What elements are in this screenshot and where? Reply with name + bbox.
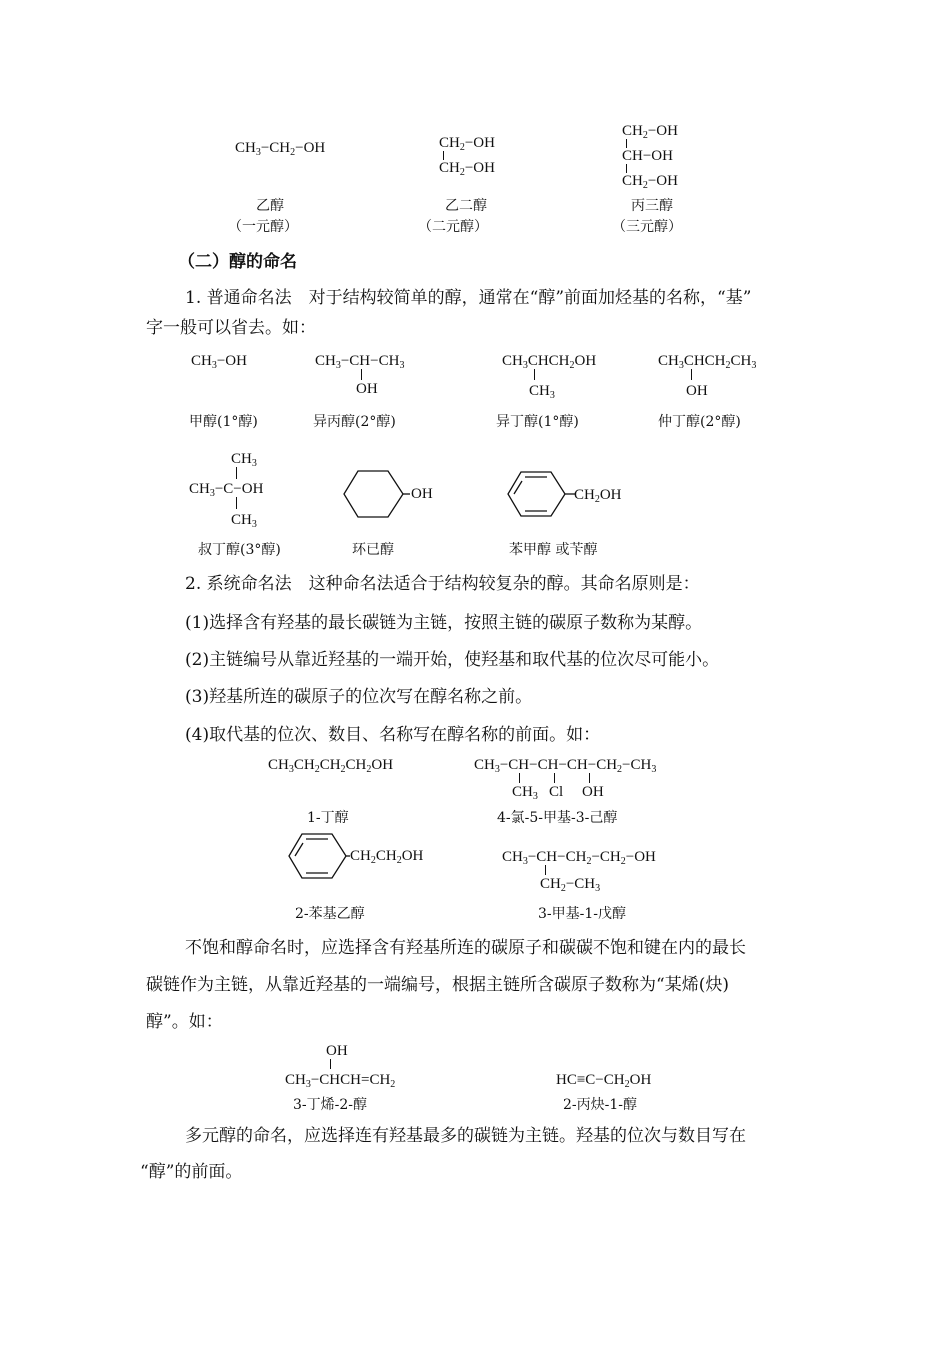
rule-1: (1)选择含有羟基的最长碳链为主链，按照主链的碳原子数称为某醇。 <box>185 613 703 633</box>
hexanol-bond-2 <box>554 773 555 783</box>
butanol-formula: $CH_3CH_2CH_2CH_2OH$ <box>268 757 394 775</box>
polyol-line1: 多元醇的命名，应选择连有羟基最多的碳链为主链。羟基的位次与数目写在 <box>185 1126 746 1146</box>
systematic-title: 2. 系统命名法 这种命名法适合于结构较复杂的醇。其命名原则是： <box>185 574 700 594</box>
phenylethanol-name: 2-苯基乙醇 <box>295 906 365 922</box>
ethanol-formula: $CH_3-CH_2-OH$ <box>235 140 326 158</box>
isobutanol-name: 异丁醇(1°醇) <box>496 414 579 430</box>
polyol-line2: “醇”的前面。 <box>140 1162 243 1182</box>
glycol-name: 乙二醇 <box>445 198 487 214</box>
cyclohexane-ring <box>344 470 404 518</box>
tbutanol-top: $CH_3$ <box>231 451 257 469</box>
ethanol-class: （一元醇） <box>228 219 298 235</box>
sec-butanol-oh: OH <box>686 383 708 399</box>
methanol-name: 甲醇(1°醇) <box>189 414 258 430</box>
glycerol-class: （三元醇） <box>612 219 682 235</box>
benzene-ring <box>508 471 568 517</box>
cyclohexanol-name: 环已醇 <box>352 542 394 558</box>
butenol-bond <box>330 1059 331 1069</box>
isopropanol-name: 异丙醇(2°醇) <box>313 414 396 430</box>
benzene-ring-2 <box>289 833 349 879</box>
unsaturated-line3: 醇”。如： <box>146 1012 223 1032</box>
tbutanol-name: 叔丁醇(3°醇) <box>198 542 281 558</box>
isobutanol-formula: $CH_3CHCH_2OH$ <box>502 353 597 371</box>
propynol-name: 2-丙炔-1-醇 <box>563 1097 638 1113</box>
isobutanol-ch3: $CH_3$ <box>529 383 555 401</box>
glycerol-line1: $CH_2-OH$ <box>622 123 678 141</box>
ethanol-name: 乙醇 <box>256 198 284 214</box>
pentanol-bond <box>545 865 546 875</box>
pentanol-sub: $CH_2-CH_3$ <box>540 876 601 894</box>
rule-3: (3)羟基所连的碳原子的位次写在醇名称之前。 <box>185 687 533 707</box>
isopropanol-bond <box>361 369 362 380</box>
butanol-name: 1-丁醇 <box>307 810 349 826</box>
unsaturated-line2: 碳链作为主链，从靠近羟基的一端编号，根据主链所含碳原子数称为“某烯(炔) <box>146 975 729 995</box>
glycerol-line3: $CH_2-OH$ <box>622 173 678 191</box>
tbutanol-bond-bottom <box>236 497 237 509</box>
hexanol-sub-ch3: $CH_3$ <box>512 784 538 802</box>
hexanol-sub-cl: Cl <box>549 784 564 800</box>
hexanol-bond-3 <box>589 773 590 783</box>
sec-butanol-bond <box>691 369 692 380</box>
benzyl-name: 苯甲醇 或苄醇 <box>509 542 598 558</box>
glycerol-name: 丙三醇 <box>631 198 673 214</box>
hexanol-formula: $CH_3-CH-CH-CH-CH_2-CH_3$ <box>474 757 657 775</box>
glycol-class: （二元醇） <box>418 219 488 235</box>
benzyl-group: $CH_2OH$ <box>574 487 622 505</box>
common-naming-line2: 字一般可以省去。如： <box>146 318 316 338</box>
sec-butanol-name: 仲丁醇(2°醇) <box>658 414 741 430</box>
tbutanol-middle: $CH_3-C-OH$ <box>189 481 264 499</box>
butenol-formula: $CH_3-CHCH=CH_2$ <box>285 1072 396 1090</box>
propynol-formula: $HC\equiv C-CH_2OH$ <box>556 1072 652 1090</box>
hexanol-bond-1 <box>519 773 520 783</box>
butenol-oh: OH <box>326 1043 348 1059</box>
isobutanol-bond <box>534 369 535 380</box>
isopropanol-oh: OH <box>356 381 378 397</box>
methanol-formula: $CH_3-OH$ <box>191 353 247 371</box>
unsaturated-line1: 不饱和醇命名时，应选择含有羟基所连的碳原子和碳碳不饱和键在内的最长 <box>185 938 746 958</box>
phenylethanol-group: $CH_2CH_2OH$ <box>350 848 424 866</box>
glycol-line1: $CH_2-OH$ <box>439 135 495 153</box>
isopropanol-formula: $CH_3-CH-CH_3$ <box>315 353 405 371</box>
pentanol-formula: $CH_3-CH-CH_2-CH_2-OH$ <box>502 849 656 867</box>
common-naming-line1: 1. 普通命名法 对于结构较简单的醇，通常在“醇”前面加烃基的名称，“基” <box>185 288 752 308</box>
section-heading: （二）醇的命名 <box>178 252 297 272</box>
rule-4: (4)取代基的位次、数目、名称写在醇名称的前面。如： <box>185 725 601 745</box>
cyclohexanol-oh: OH <box>411 486 433 502</box>
butenol-name: 3-丁烯-2-醇 <box>293 1097 368 1113</box>
glycol-line2: $CH_2-OH$ <box>439 160 495 178</box>
sec-butanol-formula: $CH_3CHCH_2CH_3$ <box>658 353 757 371</box>
hexanol-name: 4-氯-5-甲基-3-己醇 <box>497 810 618 826</box>
rule-2: (2)主链编号从靠近羟基的一端开始，使羟基和取代基的位次尽可能小。 <box>185 650 720 670</box>
pentanol-name: 3-甲基-1-戊醇 <box>538 906 627 922</box>
glycerol-line2: CH−OH <box>622 148 673 164</box>
tbutanol-bottom: $CH_3$ <box>231 512 257 530</box>
tbutanol-bond-top <box>236 467 237 479</box>
hexanol-sub-oh: OH <box>582 784 604 800</box>
